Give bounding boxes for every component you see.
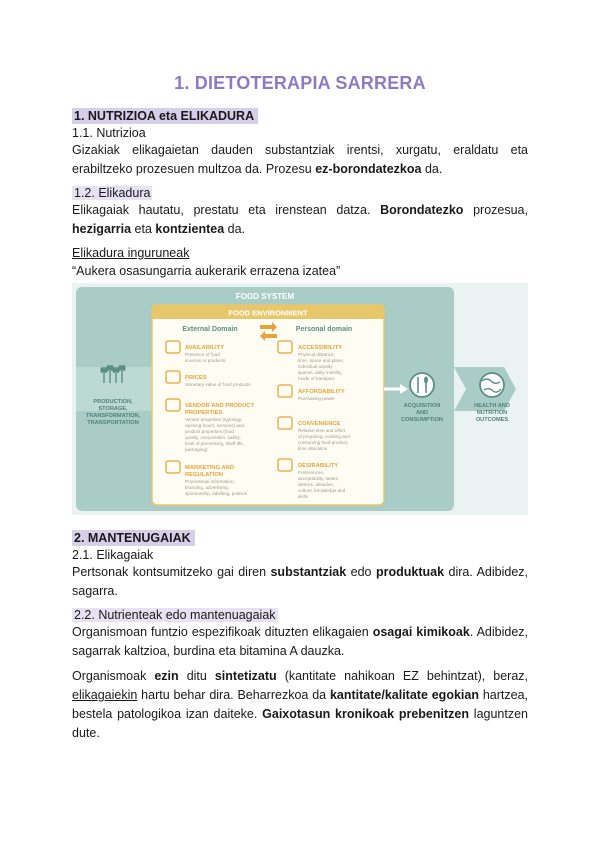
item-desc: opening hours, services) and: [185, 423, 244, 428]
item-desc: spaces, daily mobility,: [298, 370, 343, 375]
food-system-figure: [72, 283, 528, 515]
item-desc: of preparing, cooking and: [298, 434, 350, 439]
item-desc: product properties (food: [185, 429, 234, 434]
figure-label-line: TRANSPORTATION: [87, 420, 139, 426]
item-desc: Purchasing power: [298, 396, 335, 401]
production-label: [86, 399, 141, 426]
item-desc: Relative time and effort: [298, 428, 346, 433]
item-desc: individual activity: [298, 364, 333, 369]
item-desc: time, space and place,: [298, 358, 344, 363]
item-title: VENDOR AND PRODUCT: [185, 403, 255, 409]
item-desc: skills: [298, 494, 308, 499]
acquisition-icon: [410, 373, 434, 397]
item-title: AVAILABILITY: [185, 345, 225, 351]
paragraph-nutrienteak: Organismoan funtzio espezifikoak dituzten elikagaien osagai kimikoak. Adibidez, sagarrak kaltzioa, burdina eta bitamina A dauzka.: [72, 625, 529, 658]
item-title: PROPERTIES: [185, 410, 223, 416]
figure-label-line: ACQUISITION: [403, 403, 441, 409]
item-desc: branding, advertising,: [185, 485, 229, 490]
subheading-2-1: 2.1. Elikagaiak: [72, 548, 154, 562]
item-title: ACCESSIBILITY: [298, 345, 343, 351]
paragraph-organismoa: Organismoak ezin ditu sintetizatu (kantitate nahikoan EZ behintzat), beraz, elikagaiekin hartu behar dira. Beharrezkoa da kantitate/kalitate egokian hartzea, bestela patologikoa izan daiteke. Gaixotasun kronikoak prebenitzen laguntzen dute.: [72, 669, 529, 740]
food-system-label: FOOD SYSTEM: [235, 292, 295, 301]
env-label: Elikadura inguruneak: [72, 246, 190, 260]
section-heading-2: 2. MANTENUGAIAK: [72, 530, 195, 546]
item-desc: culture, knowledge and: [298, 488, 346, 493]
item-desc: Presence of food: [185, 352, 220, 357]
item-desc: Monetary value of food products: [185, 382, 251, 387]
item-title: MARKETING AND: [185, 465, 235, 471]
item-desc: sponsorship, labelling, policies: [185, 491, 248, 496]
page-title: 1. DIETOTERAPIA SARRERA: [174, 73, 426, 93]
figure-label-line: PRODUCTION,: [93, 399, 133, 405]
item-desc: packaging): [185, 447, 208, 452]
item-desc: Promotional information,: [185, 479, 235, 484]
paragraph-elikagaiak: Pertsonak kontsumitzeko gai diren substantziak edo produktuak dira. Adibidez, sagarra.: [72, 565, 529, 598]
paragraph-elikadura: Elikagaiak hautatu, prestatu eta irenstean datza. Borondatezko prozesua, hezigarria eta kontzientea da.: [72, 203, 528, 236]
item-desc: time allocation: [298, 446, 328, 451]
figure-label-line: CONSUMPTION: [401, 417, 443, 423]
item-title: DESIRABILITY: [298, 463, 339, 469]
figure-label-line: TRANSFORMATION,: [85, 413, 141, 419]
food-environment-label: FOOD ENVIRONMENT: [228, 308, 308, 318]
item-desc: Vendor properties (typology,: [185, 417, 243, 422]
item-desc: mode of transport: [298, 376, 335, 381]
figure-label-line: STORAGE,: [98, 406, 128, 412]
globe-icon: [480, 373, 504, 397]
item-desc: desires, attitudes,: [298, 482, 335, 487]
figure-label-line: AND: [415, 410, 429, 416]
subheading-2-2: 2.2. Nutrienteak edo mantenuagaiak: [74, 608, 276, 622]
figure-label-line: OUTCOMES: [475, 417, 509, 423]
personal-domain-label: Personal domain: [295, 326, 353, 333]
item-desc: level of processing, shelf-life,: [185, 441, 244, 446]
section-heading-1: 1. NUTRIZIOA eta ELIKADURA: [72, 108, 258, 124]
figure-label-line: HEALTH AND: [474, 403, 510, 409]
item-title: REGULATION: [185, 472, 223, 478]
health-label: [474, 403, 510, 423]
item-desc: quality, composition, safety,: [185, 435, 241, 440]
item-desc: consuming food product,: [298, 440, 349, 445]
item-desc: acceptability, tastes,: [298, 476, 340, 481]
subheading-1-2: 1.2. Elikadura: [74, 186, 151, 200]
item-desc: sources or products: [185, 358, 226, 363]
env-quote: “Aukera osasungarria aukerarik errazena izatea”: [72, 264, 341, 278]
figure-label-line: NUTRITION: [476, 410, 508, 416]
external-domain-label: External Domain: [182, 326, 238, 333]
item-title: AFFORDABILITY: [298, 389, 345, 395]
item-desc: Preferences,: [298, 470, 325, 475]
item-title: CONVENIENCE: [298, 421, 341, 427]
item-title: PRICES: [185, 375, 207, 381]
item-desc: Physical distance,: [298, 352, 335, 357]
subheading-1-1: 1.1. Nutrizioa: [72, 126, 146, 140]
paragraph-nutrizioa: Gizakiak elikagaietan dauden substantziak irentsi, xurgatu, eraldatu eta erabiltzeko prozesuen multzoa da. Prozesu ez-borondatezkoa da.: [72, 143, 528, 176]
